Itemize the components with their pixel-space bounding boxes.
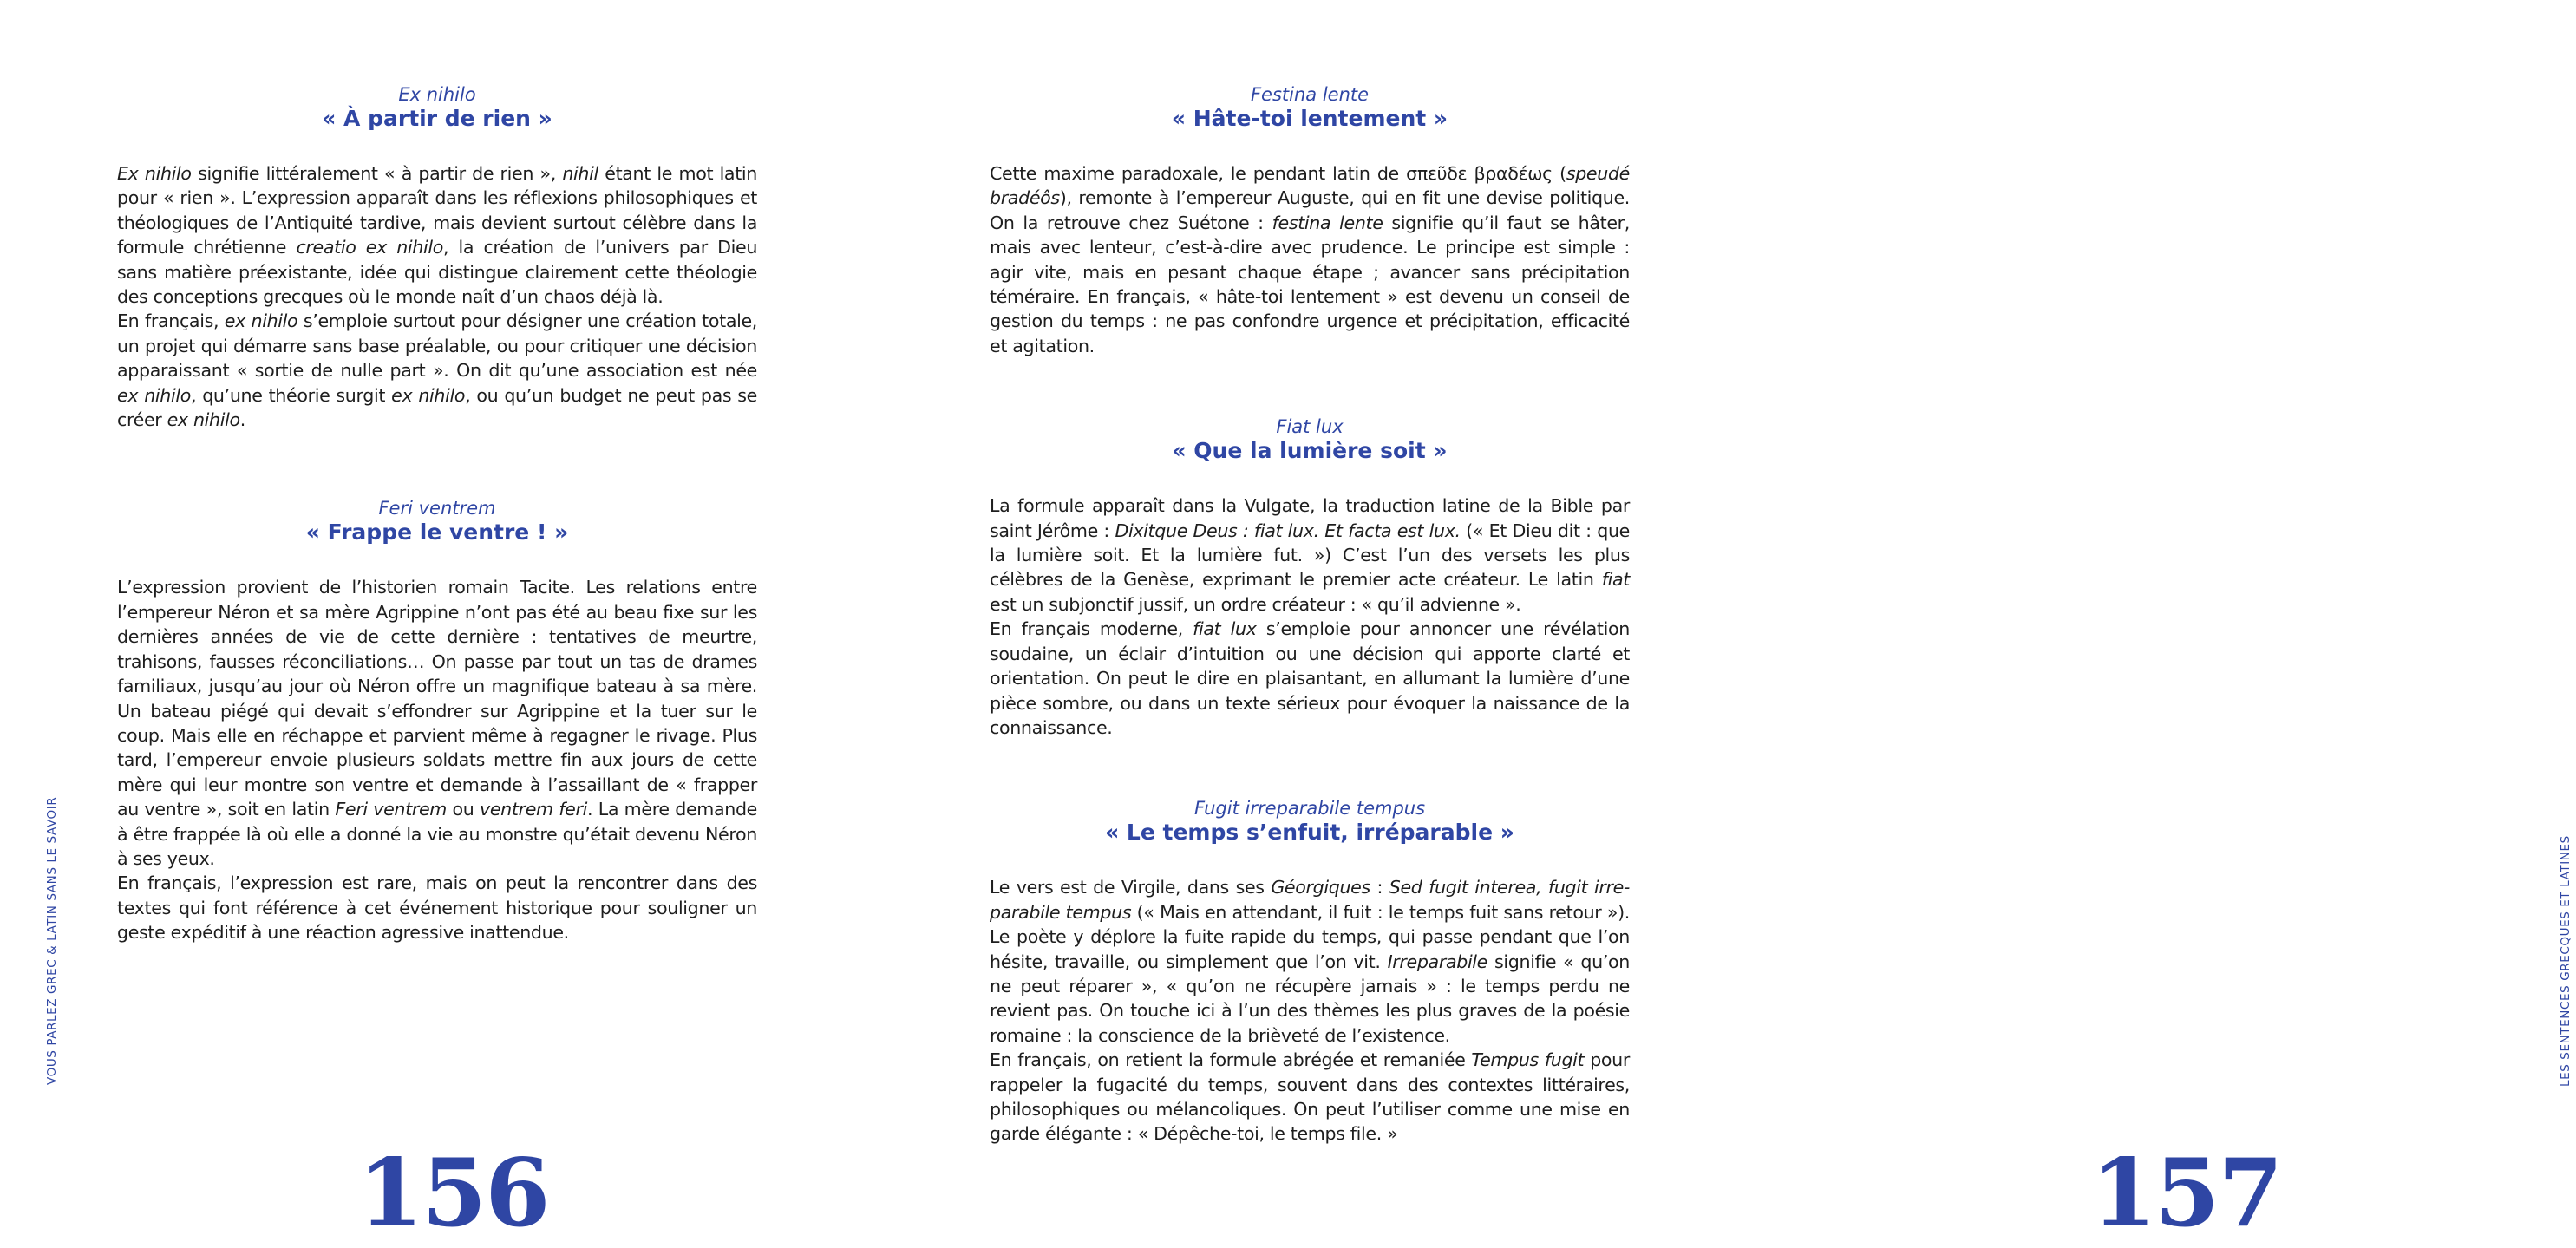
entry-body [990, 493, 1630, 740]
left-column [117, 83, 757, 945]
paragraph: L’expression provient de l’historien romain Tacite. Les relations entre l’empereur Néron et sa mère Agrippine n’ont pas été au beau fixe sur les dernières années de vie de cette dernière : tentatives de meurtre, trahisons, fausses réconciliations… On passe par tout un tas de drames familiaux, jusqu’au jour où Néron offre un magnifique bateau à sa mère. Un bateau piégé qui devait s’effondrer sur Agrippine et la tuer sur le coup. Mais elle en réchappe et parvient même à regagner le rivage. Plus tard, l’empereur envoie plusieurs soldats mettre fin aux jours de cette mère qui leur montre son ventre et demande à l’assaillant de « frapper au ventre », soit en latin Feri ventrem ou ventrem feri. La mère demande à être frappée là où elle a donné la vie au monstre qu’était devenu Néron à ses yeux. [117, 577, 757, 869]
paragraph: En français, ex nihilo s’emploie surtout pour désigner une création totale, un projet qui démarre sans base préalable, ou pour critiquer une décision apparaissant « sortie de nulle part ». On dit qu’une association est née ex nihilo, qu’une théorie surgit ex nihilo, ou qu’un budget ne peut pas se créer ex nihilo. [117, 310, 758, 431]
entry-heading [990, 797, 1630, 846]
entry-ex-nihilo [117, 83, 757, 432]
entry-body [990, 875, 1630, 1146]
left-running-head [45, 0, 80, 1214]
paragraph: En français moderne, fiat lux s’emploie pour annoncer une révélation soudaine, un éclair d’intuition ou une décision qui apporte clarté et orientation. On peut le dire en plaisantant, en allumant la lumière d’une pièce sombre, ou dans un texte sérieux pour évoquer la naissance de la connaissance. [990, 618, 1630, 738]
entry-fugit-irreparabile-tempus [990, 797, 1630, 1146]
translation-title: « Que la lumière soit » [1172, 438, 1448, 464]
paragraph: La formule apparaît dans la Vulgate, la traduction latine de la Bible par saint Jérôme : Dixitque Deus : fiat lux. Et facta est lux. (« Et Dieu dit : que la lumière soit. Et la lumière fut. ») C’est l’un des versets les plus célèbres de la Genèse, exprimant le premier acte créateur. Le latin fiat est un subjonctif jussif, un ordre créateur : « qu’il advienne ». [990, 495, 1630, 615]
paragraph: Ex nihilo signifie littéralement « à partir de rien », nihil étant le mot latin pour « rien ». L’expression apparaît dans les réflexions philosophiques et théologiques de l’Antiquité tardive, mais devient surtout célèbre dans la formule chrétienne creatio ex nihilo, la création de l’univers par Dieu sans matière préexistante, idée qui distingue clairement cette théologie des conceptions grecques où le monde naît d’un chaos déjà là. [117, 163, 758, 308]
entry-festina-lente [990, 83, 1630, 358]
page-number: 157 [2091, 1139, 2282, 1248]
latin-phrase: Festina lente [1250, 84, 1370, 105]
left-page [0, 0, 867, 1248]
page-number: 156 [358, 1139, 549, 1248]
entry-body [117, 575, 757, 944]
entry-heading [117, 83, 757, 132]
entry-body [990, 161, 1630, 358]
latin-phrase: Feri ventrem [378, 498, 496, 519]
latin-phrase: Ex nihilo [398, 84, 476, 105]
running-head-text: VOUS PARLEZ GREC & LATIN SANS LE SAVOIR [45, 796, 59, 1085]
translation-title: « Hâte-toi lentement » [1171, 106, 1448, 131]
right-page [867, 0, 2573, 1248]
paragraph: Le vers est de Virgile, dans ses Géorgiques : Sed fugit interea, fugit irre-parabile tempus (« Mais en attendant, il fuit : le temps fuit sans retour »). Le poète y déplore la fuite rapide du temps, qui passe pendant que l’on hésite, travaille, ou simplement que l’on vit. Irreparabile signifie « qu’on ne peut réparer », « qu’on ne récupère jamais » : le temps perdu ne revient pas. On touche ici à l’un des thèmes les plus graves de la poésie romaine : la conscience de la brièveté de l’existence. [990, 877, 1631, 1046]
latin-phrase: Fugit irreparabile tempus [1193, 798, 1426, 820]
paragraph: En français, l’expression est rare, mais on peut la rencontrer dans des textes qui font référence à cet événement historique pour souligner un geste expéditif à une réaction agressive inattendue. [117, 872, 757, 944]
entry-body [117, 161, 757, 432]
entry-heading [117, 497, 757, 546]
entry-feri-ventrem [117, 497, 757, 944]
latin-phrase: Fiat lux [1276, 416, 1344, 438]
translation-title: « Frappe le ventre ! » [305, 519, 569, 546]
running-head-text: LES SENTENCES GRECQUES ET LATINES [2559, 835, 2573, 1087]
right-running-head [2541, 0, 2576, 1214]
entry-heading [990, 415, 1630, 464]
translation-title: « Le temps s’enfuit, irréparable » [1105, 820, 1514, 846]
paragraph: En français, on retient la formule abrégée et remaniée Tempus fugit pour rappeler la fugacité du temps, souvent dans des contextes littéraires, philosophiques ou mélancoliques. On peut l’utiliser comme une mise en garde élégante : « Dépêche-toi, le temps file. » [990, 1049, 1630, 1145]
right-column [990, 83, 1630, 1147]
translation-title: « À partir de rien » [322, 106, 552, 131]
entry-heading [990, 83, 1630, 132]
paragraph: Cette maxime paradoxale, le pendant latin de σπεῦδε βραδέως (speudé bradéôs), remonte à l’empereur Auguste, qui en fit une devise politique. On la retrouve chez Suétone : festina lente signifie qu’il faut se hâter, mais avec lenteur, c’est-à-dire avec prudence. Le principe est simple : agir vite, mais en pesant chaque étape ; avancer sans précipitation téméraire. En français, « hâte-toi lentement » est devenu un conseil de gestion du temps : ne pas confondre urgence et précipitation, efficacité et agitation. [990, 163, 1630, 356]
entry-fiat-lux [990, 415, 1630, 740]
